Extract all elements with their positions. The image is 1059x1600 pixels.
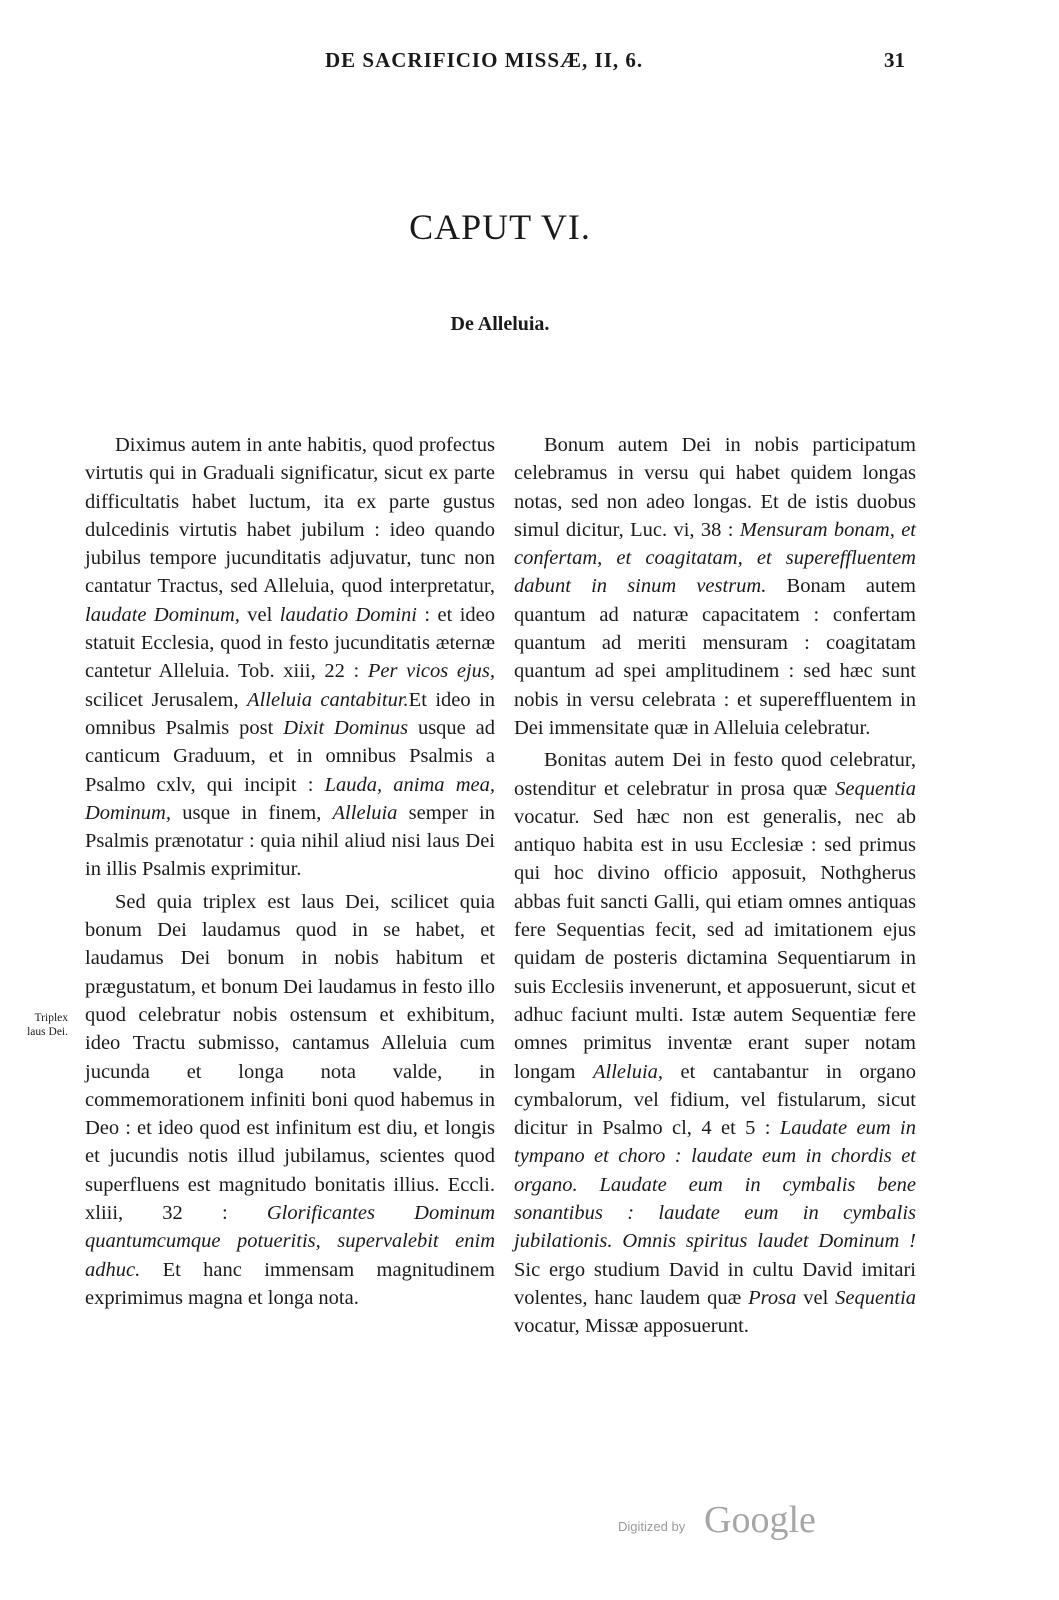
left-column xyxy=(85,431,495,1312)
text-run: vel xyxy=(239,603,280,626)
paragraph xyxy=(85,431,495,884)
text-run: vocatur, Missæ apposuerunt. xyxy=(514,1315,749,1338)
italic-run: Sequentia xyxy=(835,777,916,800)
text-run: scilicet Jerusalem, xyxy=(85,688,248,711)
chapter-title: CAPUT VI. xyxy=(409,207,591,247)
text-run: Bonam autem quantum ad naturæ capacitatem : confertam quantum ad meriti mensuram : coagitatam quantum ad spei amplitudinem : sed hæc sunt nobis in versu celebrata : et supereffluentem in Dei immensitate quæ in Alleluia celebratur. xyxy=(514,575,916,739)
italic-run: Sequentia xyxy=(835,1286,917,1309)
page-header xyxy=(0,48,1059,78)
text-run: Bonitas autem Dei in festo quod celebratur, ostenditur et celebratur in prosa quæ xyxy=(514,749,916,800)
text-run: Et ideo in omnibus Psalmis post xyxy=(85,688,496,739)
text-run: Sed quia triplex est laus Dei, scilicet quia bonum Dei laudamus quod in se habet, et laudamus Dei bonum in nobis habitum et prægustatum, et bonum Dei laudamus in festo illo quod celebratur nobis ostensum et exhibitum, ideo Tractu submisso, cantamus Alleluia cum jucunda et longa nota valde, in commemorationem infiniti boni quod habemus in Deo : et ideo quod est infinitum est diu, et longis et jucundis notis illud jubilamus, scientes quod superfluens est magnitudo bonitatis illius. Eccli. xliii, 32 : xyxy=(85,890,495,1225)
italic-run: Mensuram bonam, et confertam, et coagitatam, et supereffluentem dabunt in sinum vestrum. xyxy=(514,518,916,598)
italic-run: Lauda, anima mea, Dominum, xyxy=(85,773,495,824)
margin-note: Triplex laus Dei. xyxy=(27,1012,68,1038)
text-run: vel xyxy=(796,1286,836,1309)
italic-run: laudatio Domini xyxy=(279,603,417,626)
text-run: usque ad canticum Graduum, et in omnibus Psalmis a Psalmo cxlv, qui incipit : xyxy=(85,716,495,796)
text-run: Sic ergo studium David in cultu David imitari volentes, hanc laudem quæ xyxy=(514,1258,916,1309)
text-run: et cantabantur in organo cymbalorum, vel fidium, vel fistularum, sicut dicitur in Psalmo cl, 4 et 5 : xyxy=(514,1060,916,1140)
text-run: Et hanc immensam magnitudinem exprimimus magna et longa nota. xyxy=(85,1258,495,1309)
italic-run: Alleluia cantabitur. xyxy=(247,688,409,711)
google-watermark xyxy=(618,1498,858,1548)
text-run: : et ideo statuit Ecclesia, quod in festo jucunditatis æternæ cantetur Alleluia. Tob. xiii, 22 : xyxy=(85,603,495,683)
italic-run: laudate Dominum, xyxy=(85,603,240,626)
text-run: usque in finem, xyxy=(170,801,333,824)
chapter-subtitle: De Alleluia. xyxy=(450,313,550,335)
text-run: vocatur. Sed hæc non est generalis, nec ab antiquo habita est in usu Ecclesiæ : sed primus qui hoc divino officio apposuit, Nothgherus abbas fuit sancti Galli, qui etiam omnes antiquas fere Sequentias fecit, sed ad imitationem ejus quidam de posteris dictamina Sequentiarum in suis Ecclesiis invenerunt, et apposuerunt, sicut et adhuc faciunt multi. Istæ autem Sequentiæ fere omnes primitus inventæ erant super notam longam xyxy=(514,805,916,1083)
italic-run: Alleluia, xyxy=(593,1060,664,1083)
paragraph xyxy=(514,431,916,742)
text-run: semper in Psalmis prænotatur : quia nihil aliud nisi laus Dei in illis Psalmis exprimitur. xyxy=(85,801,495,881)
watermark-prefix: Digitized by xyxy=(618,1519,686,1534)
paragraph xyxy=(85,888,495,1312)
paragraph xyxy=(514,746,916,1340)
italic-run: Prosa xyxy=(748,1286,797,1309)
italic-run: Alleluia xyxy=(332,801,398,824)
text-run: Diximus autem in ante habitis, quod profectus virtutis qui in Graduali significatur, sicut ex parte difficultatis habet luctum, ita ex parte gustus dulcedinis virtutis habet jubilum : ideo quando jubilus tempore jucunditatis adjuvatur, tunc non cantatur Tractus, sed Alleluia, quod interpretatur, xyxy=(85,434,495,598)
text-run: Bonum autem Dei in nobis participatum celebramus in versu qui habet quidem longas notas, sed non adeo longas. Et de istis duobus simul dicitur, Luc. vi, 38 : xyxy=(514,434,916,541)
italic-run: Glorificantes Dominum quantumcumque potueritis, supervalebit enim adhuc. xyxy=(85,1202,496,1281)
running-head: DE SACRIFICIO MISSÆ, II, 6. xyxy=(325,48,644,72)
page-number: 31 xyxy=(884,48,905,72)
right-column xyxy=(514,431,916,1341)
italic-run: Laudate eum in tympano et choro : laudate eum in chordis et organo. Laudate eum in cymbalis bene sonantibus : laudate eum in cymbalis jubilationis. Omnis spiritus laudet Dominum ! xyxy=(514,1117,916,1253)
google-logo: Google xyxy=(704,1499,816,1541)
italic-run: Dixit Dominus xyxy=(283,716,409,739)
italic-run: Per vicos ejus, xyxy=(367,660,495,683)
